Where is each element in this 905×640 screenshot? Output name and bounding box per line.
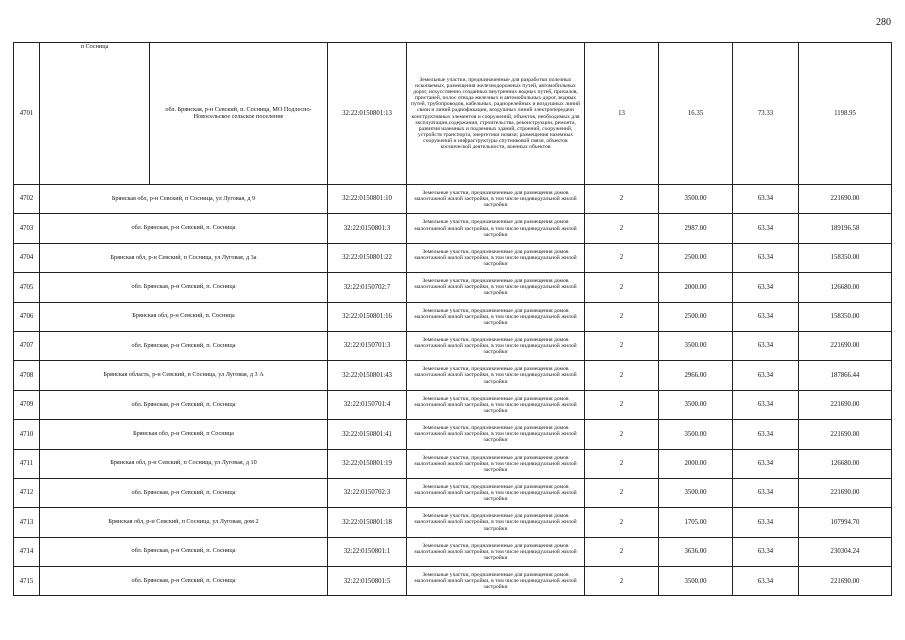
row-code: 2 bbox=[585, 420, 659, 449]
row-area: 3500.00 bbox=[659, 331, 733, 360]
row-area: 2000.00 bbox=[659, 273, 733, 302]
row-id: 4713 bbox=[14, 508, 40, 537]
row-code: 2 bbox=[585, 449, 659, 478]
row-address: Брянская обл, р-н Севский, п Сосница, ул Луговая, д 10 bbox=[40, 449, 328, 478]
table-row bbox=[14, 302, 892, 331]
row-id: 4712 bbox=[14, 478, 40, 507]
row-address: обл. Брянская, р-н Севский, п. Сосница bbox=[40, 567, 328, 596]
row-code: 2 bbox=[585, 361, 659, 390]
row-id: 4705 bbox=[14, 273, 40, 302]
row-address: Брянская обл, р-н Севский, п Сосница, ул Луговая, д 3а bbox=[40, 243, 328, 272]
row-cadastral-number: 32:22:0150801:41 bbox=[328, 420, 407, 449]
row-cadastral-number: 32:22:0150801:43 bbox=[328, 361, 407, 390]
row-purpose: Земельные участки, предназначенные для размещения домов малоэтажной жилой застройки, в том числе индивидуальной жилой застройки bbox=[407, 567, 585, 596]
row-rate: 63.34 bbox=[733, 361, 799, 390]
row-purpose: Земельные участки, предназначенные для размещения домов малоэтажной жилой застройки, в том числе индивидуальной жилой застройки bbox=[407, 508, 585, 537]
row-rate: 63.34 bbox=[733, 567, 799, 596]
row-code: 2 bbox=[585, 331, 659, 360]
row-cadastral-number: 32:22:0150701:4 bbox=[328, 390, 407, 419]
row-purpose: Земельные участки, предназначенные для размещения домов малоэтажной жилой застройки, в том числе индивидуальной жилой застройки bbox=[407, 390, 585, 419]
row-code: 2 bbox=[585, 185, 659, 214]
row-code: 2 bbox=[585, 478, 659, 507]
row-id: 4710 bbox=[14, 420, 40, 449]
row-cadastral-number: 32:22:0150801:19 bbox=[328, 449, 407, 478]
row-value: 221690.00 bbox=[799, 185, 892, 214]
row-area: 3500.00 bbox=[659, 390, 733, 419]
row-area: 2500.00 bbox=[659, 243, 733, 272]
row-purpose: Земельные участки, предназначенные для разработки полезных ископаемых, размещения железнодорожных путей, автомобильных дорог, искусственно созданных внутренних водных путей, причалов, пристаней, полос отвода железных и автомобильных дорог, водных путей, трубопроводов, кабельных, радиорелейных и воздушных линий связи и линий радиофикации, воздушных линий электропередачи конструктивных элементов и сооружений, объектов, необходимых для эксплуатации,содержания, строительства, реконструкции, ремонта, развития наземных и подземных зданий, строений, сооружений, устройств транспорта, энергетики исвязи; размещения наземных сооружений и инфраструктуры спутниковой связи, объектов космической деятельности, военных объектов bbox=[407, 43, 585, 185]
row-code: 2 bbox=[585, 273, 659, 302]
row-purpose: Земельные участки, предназначенные для размещения домов малоэтажной жилой застройки, в том числе индивидуальной жилой застройки bbox=[407, 273, 585, 302]
table-row bbox=[14, 420, 892, 449]
row-id: 4702 bbox=[14, 185, 40, 214]
row-code: 2 bbox=[585, 302, 659, 331]
continued-text-label: п Сосница bbox=[80, 43, 109, 50]
row-id: 4701 bbox=[14, 43, 40, 185]
row-value: 126680.00 bbox=[799, 273, 892, 302]
row-rate: 63.34 bbox=[733, 302, 799, 331]
row-area: 2966.00 bbox=[659, 361, 733, 390]
row-cadastral-number: 32:22:0150702:7 bbox=[328, 273, 407, 302]
row-area: 3500.00 bbox=[659, 567, 733, 596]
row-rate: 63.34 bbox=[733, 273, 799, 302]
row-id: 4709 bbox=[14, 390, 40, 419]
row-purpose: Земельные участки, предназначенные для размещения домов малоэтажной жилой застройки, в том числе индивидуальной жилой застройки bbox=[407, 478, 585, 507]
row-purpose: Земельные участки, предназначенные для размещения домов малоэтажной жилой застройки, в том числе индивидуальной жилой застройки bbox=[407, 361, 585, 390]
row-value: 187866.44 bbox=[799, 361, 892, 390]
row-area: 3500.00 bbox=[659, 478, 733, 507]
table-row bbox=[14, 273, 892, 302]
row-value: 189196.58 bbox=[799, 214, 892, 243]
row-id: 4708 bbox=[14, 361, 40, 390]
row-purpose: Земельные участки, предназначенные для размещения домов малоэтажной жилой застройки, в том числе индивидуальной жилой застройки bbox=[407, 537, 585, 566]
table-row bbox=[14, 508, 892, 537]
row-rate: 63.34 bbox=[733, 537, 799, 566]
page-number: 280 bbox=[876, 17, 891, 28]
row-cadastral-number: 32:22:0150801:13 bbox=[328, 43, 407, 185]
row-code: 2 bbox=[585, 567, 659, 596]
row-address: обл. Брянская, р-н Севский, п. Сосница bbox=[40, 537, 328, 566]
row-purpose: Земельные участки, предназначенные для размещения домов малоэтажной жилой застройки, в том числе индивидуальной жилой застройки bbox=[407, 243, 585, 272]
row-id: 4715 bbox=[14, 567, 40, 596]
row-value: 221690.00 bbox=[799, 478, 892, 507]
row-value: 221690.00 bbox=[799, 331, 892, 360]
row-cadastral-number: 32:22:0150801:5 bbox=[328, 567, 407, 596]
row-rate: 63.34 bbox=[733, 449, 799, 478]
row-value: 107994.70 bbox=[799, 508, 892, 537]
row-value: 221690.00 bbox=[799, 567, 892, 596]
row-value: 221690.00 bbox=[799, 420, 892, 449]
row-address: обл. Брянская, р-н Севский, п. Сосница, МО Подлесно-Новосельское сельское поселение bbox=[150, 43, 328, 185]
row-purpose: Земельные участки, предназначенные для размещения домов малоэтажной жилой застройки, в том числе индивидуальной жилой застройки bbox=[407, 302, 585, 331]
table-row bbox=[14, 185, 892, 214]
row-address: Брянская обл, р-н Севский, п Сосница, ул Луговая, дом 2 bbox=[40, 508, 328, 537]
row-value: 126680.00 bbox=[799, 449, 892, 478]
row-value: 230304.24 bbox=[799, 537, 892, 566]
table-row bbox=[14, 43, 892, 185]
row-area: 3500.00 bbox=[659, 420, 733, 449]
cadastral-value-table bbox=[13, 42, 892, 596]
row-address: обл. Брянская, р-н Севский, п. Сосница bbox=[40, 214, 328, 243]
row-id: 4703 bbox=[14, 214, 40, 243]
row-address: обл. Брянская, р-н Севский, п. Сосница bbox=[40, 390, 328, 419]
row-code: 13 bbox=[585, 43, 659, 185]
row-id: 4711 bbox=[14, 449, 40, 478]
table-row bbox=[14, 331, 892, 360]
row-id: 4714 bbox=[14, 537, 40, 566]
table-row bbox=[14, 449, 892, 478]
row-value: 158350.00 bbox=[799, 243, 892, 272]
row-value: 221690.00 bbox=[799, 390, 892, 419]
continued-text bbox=[40, 43, 150, 185]
row-area: 3636.00 bbox=[659, 537, 733, 566]
row-code: 2 bbox=[585, 508, 659, 537]
row-purpose: Земельные участки, предназначенные для размещения домов малоэтажной жилой застройки, в том числе индивидуальной жилой застройки bbox=[407, 214, 585, 243]
row-area: 3500.00 bbox=[659, 185, 733, 214]
row-cadastral-number: 32:22:0150801:1 bbox=[328, 537, 407, 566]
row-rate: 63.34 bbox=[733, 508, 799, 537]
row-cadastral-number: 32:22:0150801:18 bbox=[328, 508, 407, 537]
row-rate: 63.34 bbox=[733, 390, 799, 419]
row-address: обл. Брянская, р-н Севский, п. Сосница bbox=[40, 331, 328, 360]
table-row bbox=[14, 361, 892, 390]
row-code: 2 bbox=[585, 243, 659, 272]
row-value: 1198.95 bbox=[799, 43, 892, 185]
row-address: Брянская обл, р-н Севский, п Сосница, ул Луговая, д 9 bbox=[40, 185, 328, 214]
row-purpose: Земельные участки, предназначенные для размещения домов малоэтажной жилой застройки, в том числе индивидуальной жилой застройки bbox=[407, 185, 585, 214]
table-row bbox=[14, 243, 892, 272]
row-cadastral-number: 32:22:0150801:16 bbox=[328, 302, 407, 331]
row-value: 158350.00 bbox=[799, 302, 892, 331]
row-rate: 73.33 bbox=[733, 43, 799, 185]
table-row bbox=[14, 478, 892, 507]
row-cadastral-number: 32:22:0150701:3 bbox=[328, 331, 407, 360]
table-row bbox=[14, 537, 892, 566]
row-cadastral-number: 32:22:0150801:10 bbox=[328, 185, 407, 214]
row-code: 2 bbox=[585, 214, 659, 243]
table-row bbox=[14, 567, 892, 596]
row-purpose: Земельные участки, предназначенные для размещения домов малоэтажной жилой застройки, в том числе индивидуальной жилой застройки bbox=[407, 331, 585, 360]
row-rate: 63.34 bbox=[733, 243, 799, 272]
row-rate: 63.34 bbox=[733, 185, 799, 214]
row-rate: 63.34 bbox=[733, 478, 799, 507]
row-id: 4704 bbox=[14, 243, 40, 272]
row-address: Брянская обл, р-н Севский, п. Сосница bbox=[40, 302, 328, 331]
row-area: 2987.00 bbox=[659, 214, 733, 243]
table-row bbox=[14, 214, 892, 243]
table-row bbox=[14, 390, 892, 419]
row-rate: 63.34 bbox=[733, 331, 799, 360]
row-cadastral-number: 32:22:0150801:22 bbox=[328, 243, 407, 272]
row-area: 16.35 bbox=[659, 43, 733, 185]
row-purpose: Земельные участки, предназначенные для размещения домов малоэтажной жилой застройки, в том числе индивидуальной жилой застройки bbox=[407, 420, 585, 449]
row-id: 4706 bbox=[14, 302, 40, 331]
row-address: Брянская обл, р-н Севский, п Сосница bbox=[40, 420, 328, 449]
row-code: 2 bbox=[585, 390, 659, 419]
row-area: 2500.00 bbox=[659, 302, 733, 331]
row-cadastral-number: 32:22:0150801:3 bbox=[328, 214, 407, 243]
row-code: 2 bbox=[585, 537, 659, 566]
row-address: обл. Брянская, р-н Севский, п. Сосница bbox=[40, 478, 328, 507]
row-id: 4707 bbox=[14, 331, 40, 360]
row-cadastral-number: 32:22:0150702:3 bbox=[328, 478, 407, 507]
row-address: обл. Брянская, р-н Севский, п. Сосница bbox=[40, 273, 328, 302]
row-area: 2000.00 bbox=[659, 449, 733, 478]
row-rate: 63.34 bbox=[733, 420, 799, 449]
row-rate: 63.34 bbox=[733, 214, 799, 243]
row-purpose: Земельные участки, предназначенные для размещения домов малоэтажной жилой застройки, в том числе индивидуальной жилой застройки bbox=[407, 449, 585, 478]
row-area: 1705.00 bbox=[659, 508, 733, 537]
row-address: Брянская область, р-н Севский, п Сосница, ул Луговая, д 3 А bbox=[40, 361, 328, 390]
